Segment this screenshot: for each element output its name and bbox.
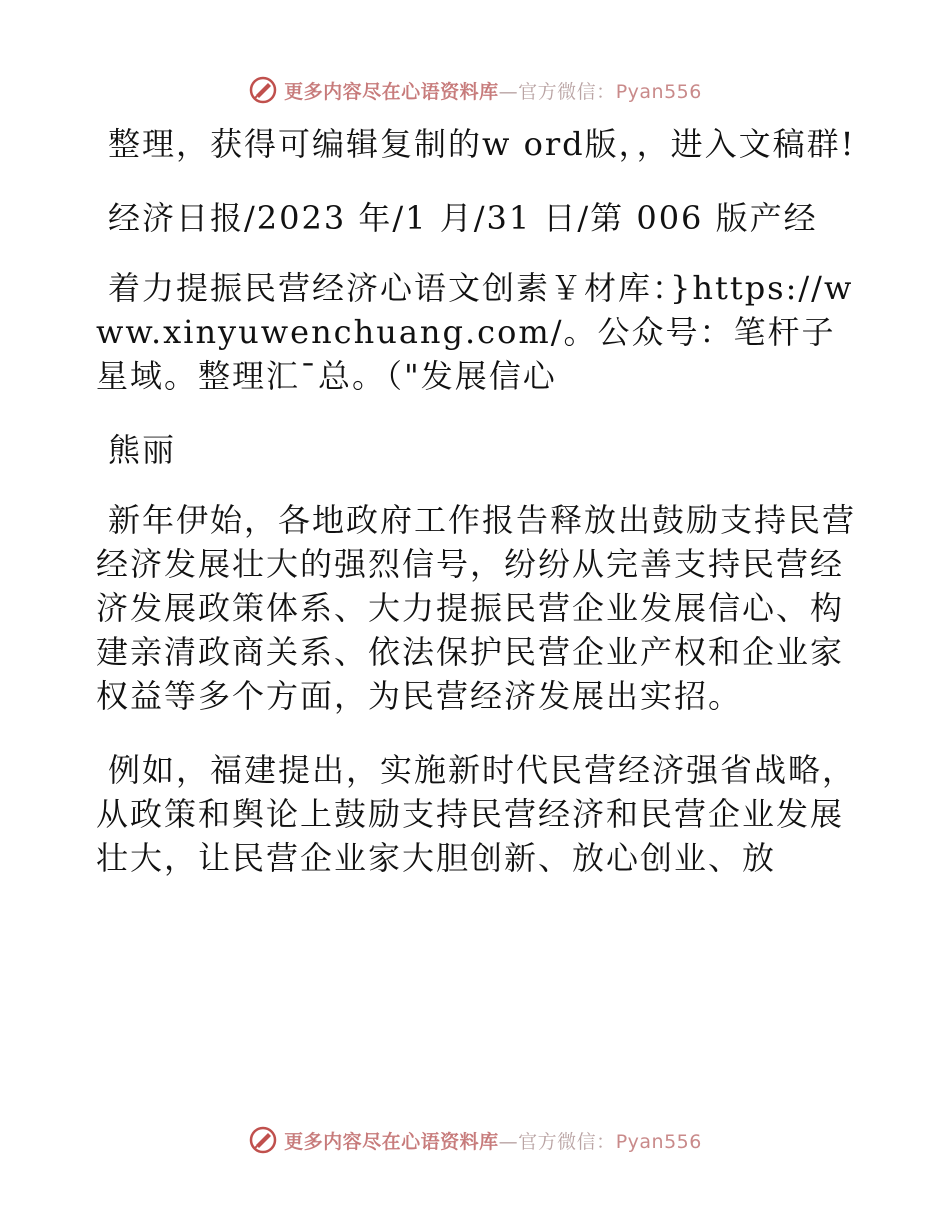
paragraph-intro: 整理，获得可编辑复制的w ord版，，进入文稿群!	[108, 125, 856, 163]
footer-banner-main: 更多内容尽在心语资料库	[284, 1130, 499, 1153]
footer-watermark-banner	[0, 1120, 950, 1160]
header-banner-main: 更多内容尽在心语资料库	[284, 80, 499, 103]
paragraph-body-2: 例如，福建提出，实施新时代民营经济强省战略，从政策和舆论上鼓励支持民营经济和民营企业发展壮大，让民营企业家大胆创新、放心创业、放	[96, 751, 857, 877]
footer-banner-sub: 官方微信：	[518, 1130, 616, 1153]
paragraph-author: 熊丽	[108, 431, 177, 469]
paragraph-body-1: 新年伊始，各地政府工作报告释放出鼓励支持民营经济发展壮大的强烈信号，纷纷从完善支持民营经济发展政策体系、大力提振民营企业发展信心、构建亲清政商关系、依法保护民营企业产权和企业家权益等多个方面，为民营经济发展出实招。	[96, 501, 857, 715]
header-watermark-banner	[0, 70, 950, 110]
header-banner-sub: 官方微信：	[518, 80, 616, 103]
footer-banner-text	[284, 1127, 702, 1154]
paragraph-source-line: 经济日报/2023 年/1 月/31 日/第 006 版产经	[108, 199, 818, 237]
header-banner-dash: —	[498, 80, 519, 103]
footer-banner-dash: —	[498, 1130, 519, 1153]
header-banner-id: Pyan556	[615, 80, 702, 103]
footer-banner-id: Pyan556	[615, 1130, 702, 1153]
header-banner-text	[284, 77, 702, 104]
paragraph-title-line: 着力提振民营经济心语文创素￥材库：}https://www.xinyuwenchuang.com/。公众号：笔杆子星域。整理汇¯总。（"发展信心	[96, 269, 854, 395]
document-body	[96, 122, 856, 910]
brand-logo-icon	[248, 75, 278, 105]
brand-logo-icon	[248, 1125, 278, 1155]
